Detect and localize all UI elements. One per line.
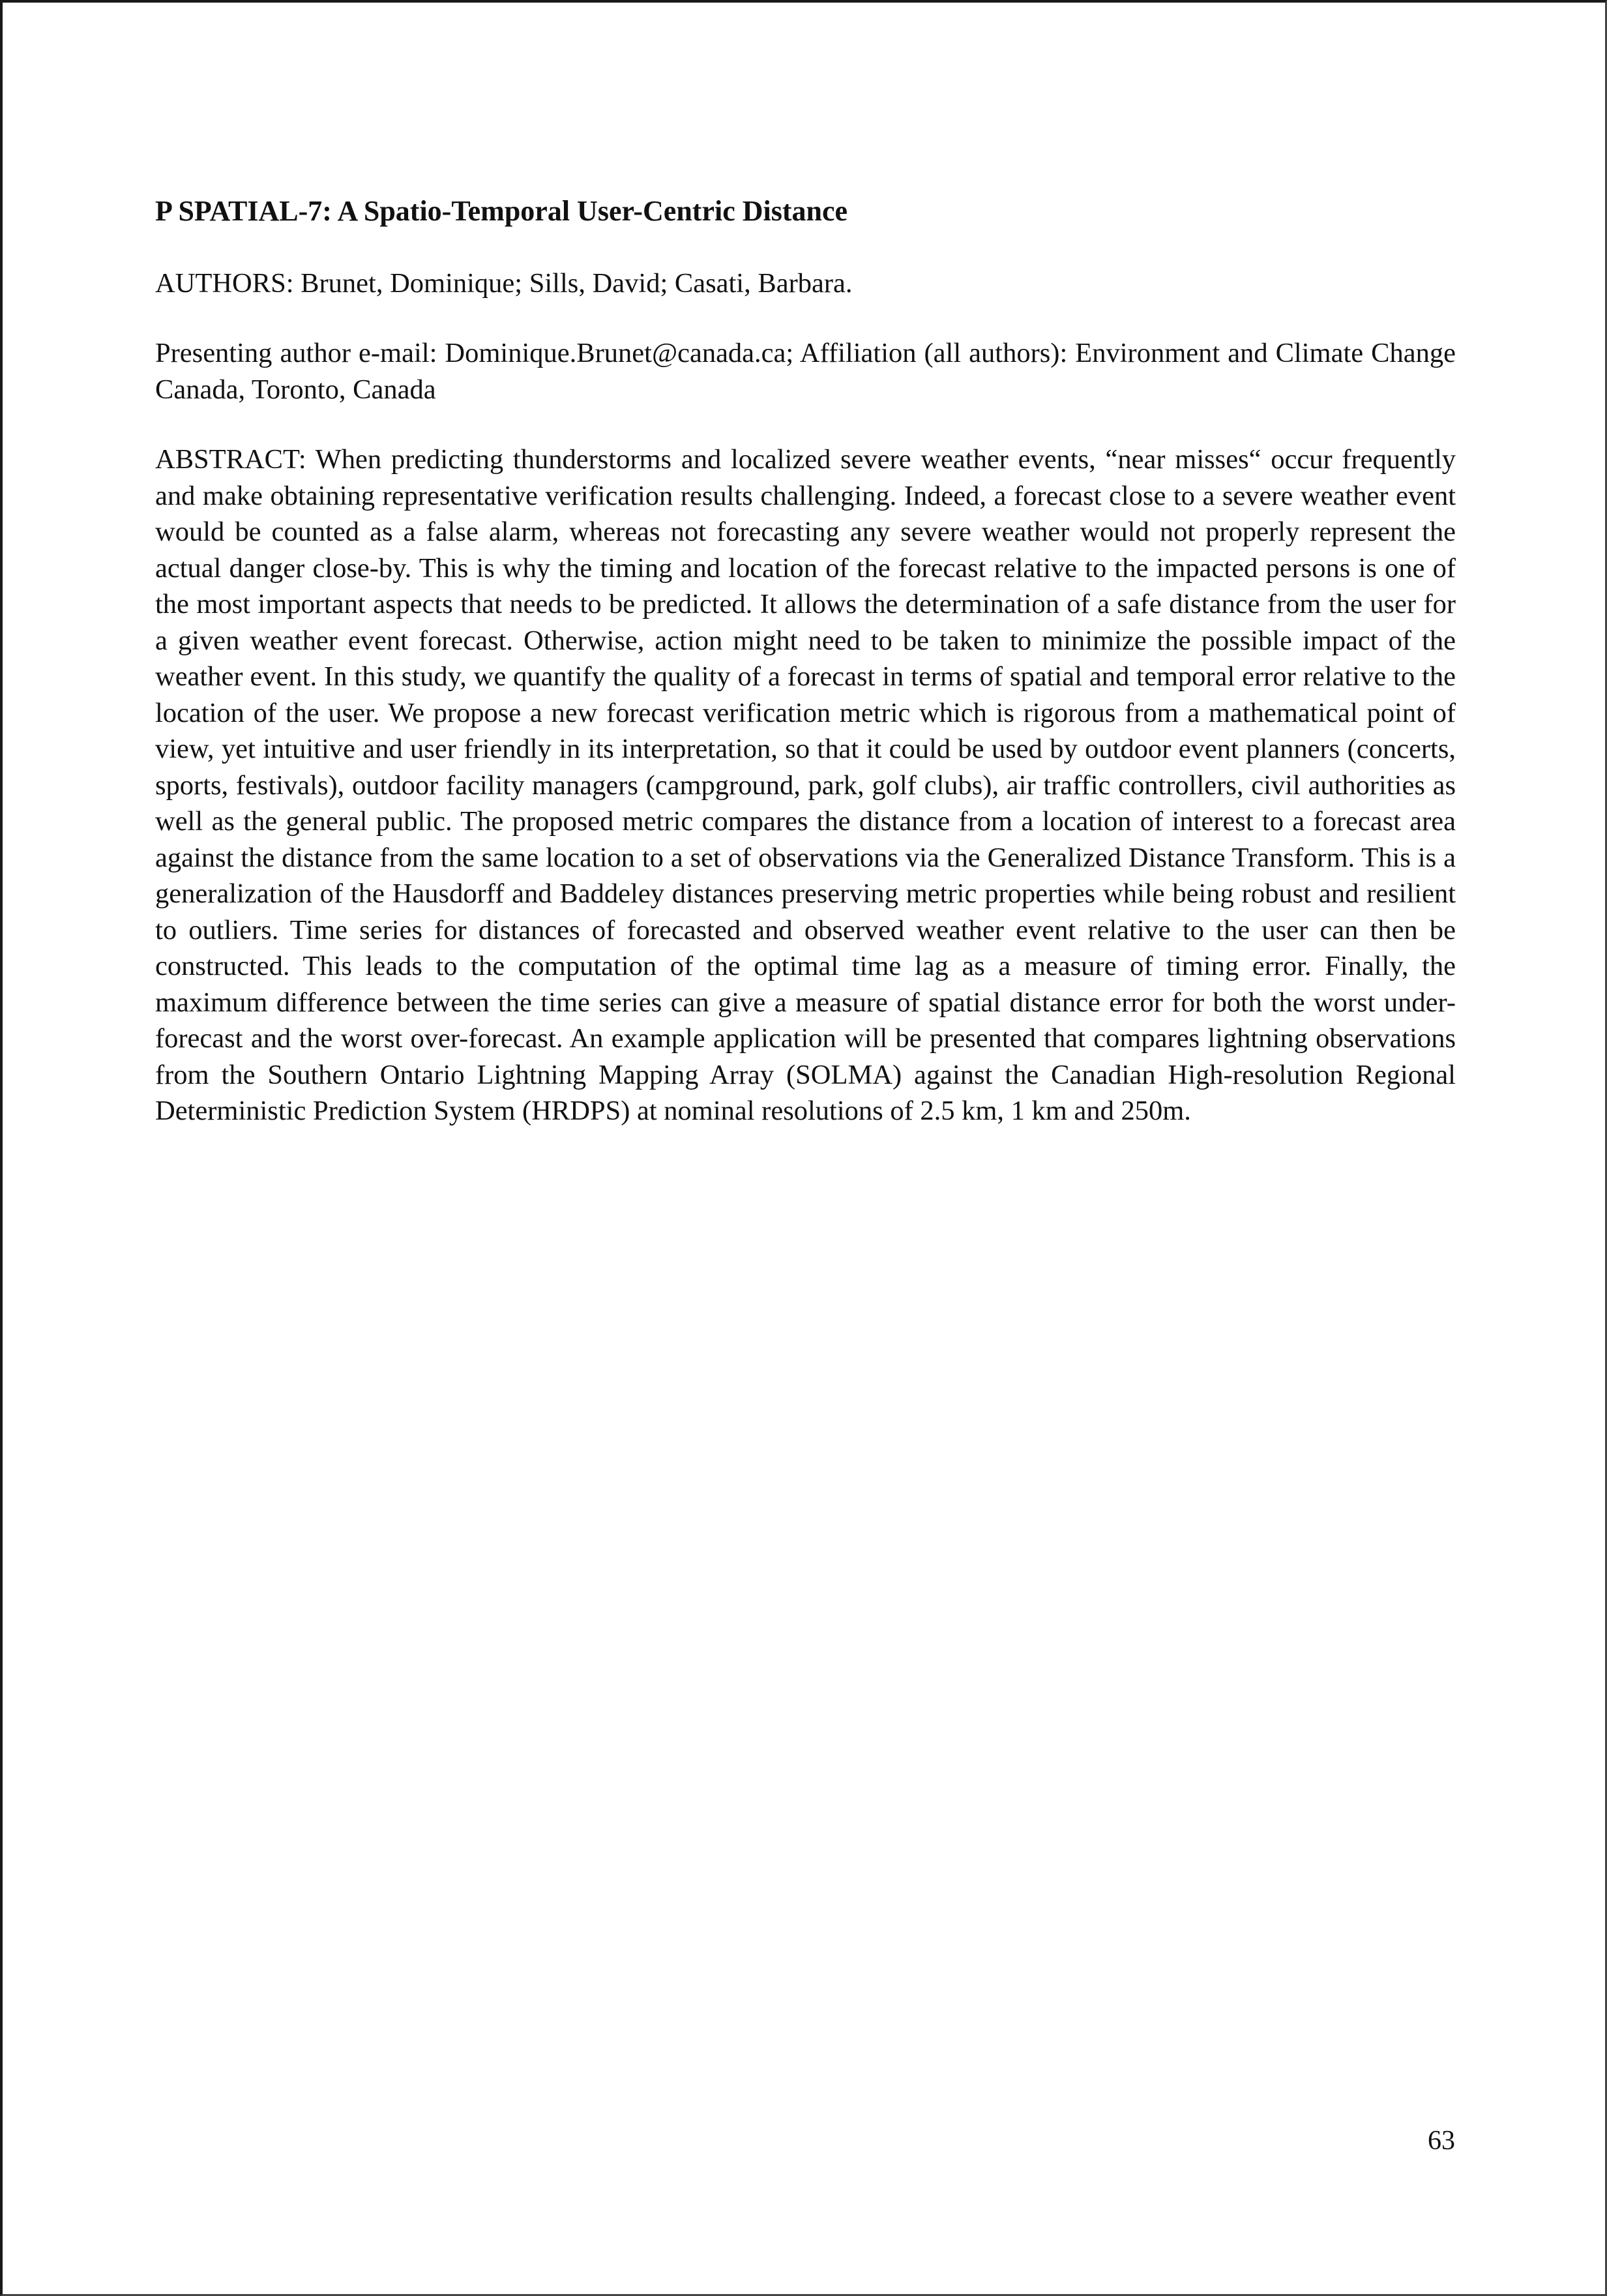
contact-affiliation-line: Presenting author e-mail: Dominique.Brunet@canada.ca; Affiliation (all authors): Environment and Climate Change Canada, Toronto, Canada [155,338,1456,405]
abstract-text: ABSTRACT: When predicting thunderstorms and localized severe weather events, “near misses“ occur frequently and make obtaining representative verification results challenging. Indeed, a forecast close to a severe weather event would be counted as a false alarm, whereas not forecasting any severe weather would not properly represent the actual danger close-by. This is why the timing and location of the forecast relative to the impacted persons is one of the most important aspects that needs to be predicted. It allows the determination of a safe distance from the user for a given weather event forecast. Otherwise, action might need to be taken to minimize the possible impact of the weather event. In this study, we quantify the quality of a forecast in terms of spatial and temporal error relative to the location of the user. We propose a new forecast verification metric which is rigorous from a mathematical point of view, yet intuitive and user friendly in its interpretation, so that it could be used by outdoor event planners (concerts, sports, festivals), outdoor facility managers (campground, park, golf clubs), air traffic controllers, civil authorities as well as the general public. The proposed metric compares the distance from a location of interest to a forecast area against the distance from the same location to a set of observations via the Generalized Distance Transform. This is a generalization of the Hausdorff and Baddeley distances preserving metric properties while being robust and resilient to outliers. Time series for distances of forecasted and observed weather event relative to the user can then be constructed. This leads to the computation of the optimal time lag as a measure of timing error. Finally, the maximum difference between the time series can give a measure of spatial distance error for both the worst under-forecast and the worst over-forecast. An example application will be presented that compares lightning observations from the Southern Ontario Lightning Mapping Array (SOLMA) against the Canadian High-resolution Regional Deterministic Prediction System (HRDPS) at nominal resolutions of 2.5 km, 1 km and 250m. [155,444,1456,1127]
paper-title: P SPATIAL-7: A Spatio-Temporal User-Centric Distance [155,195,848,227]
abstract-page [155,194,1456,1129]
page-number: 63 [1428,2126,1455,2156]
authors-line: AUTHORS: Brunet, Dominique; Sills, David; Casati, Barbara. [155,267,853,299]
